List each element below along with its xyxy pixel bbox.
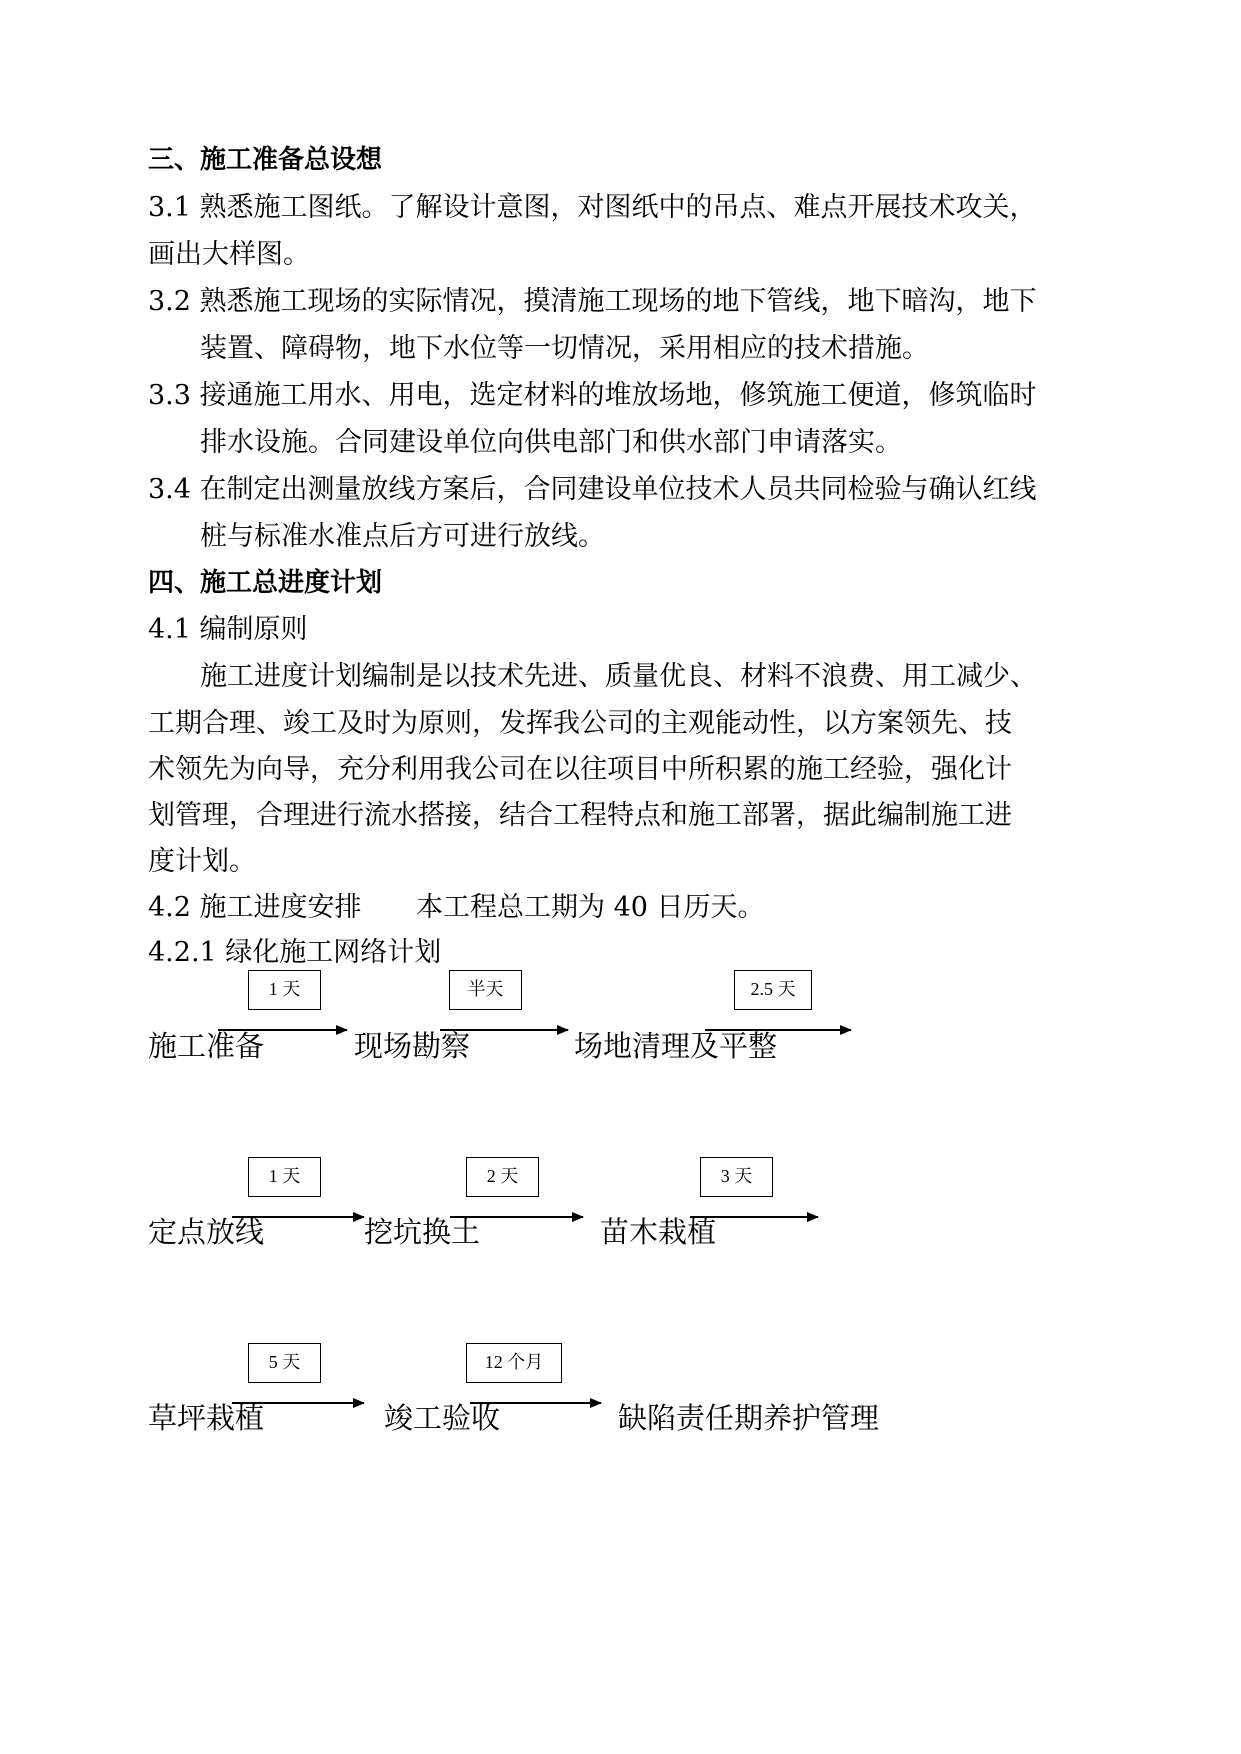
paragraph-4-1-line-2: 工期合理、竣工及时为原则，发挥我公司的主观能动性，以方案领先、技 bbox=[148, 708, 1012, 739]
paragraph-4-1-line-4: 划管理，合理进行流水搭接，结合工程特点和施工部署，据此编制施工进 bbox=[148, 800, 1012, 831]
paragraph-4-1-line-1: 施工进度计划编制是以技术先进、质量优良、材料不浪费、用工减少、 bbox=[200, 661, 1037, 692]
flow-node-turf: 草坪栽植 bbox=[148, 1401, 265, 1435]
paragraph-3-4-line-2: 桩与标准水准点后方可进行放线。 bbox=[200, 521, 605, 552]
flow-node-planting: 苗木栽植 bbox=[600, 1215, 717, 1249]
paragraph-3-3-line-2: 排水设施。合同建设单位向供电部门和供水部门申请落实。 bbox=[200, 427, 902, 458]
section-4-title: 四、施工总进度计划 bbox=[148, 568, 383, 598]
duration-box-row1-2: 半天 bbox=[449, 970, 522, 1010]
flow-node-acceptance: 竣工验收 bbox=[384, 1401, 501, 1435]
flow-node-prep: 施工准备 bbox=[148, 1029, 265, 1063]
duration-box-row1-3: 2.5 天 bbox=[734, 970, 812, 1010]
flow-node-staking: 定点放线 bbox=[148, 1215, 265, 1249]
paragraph-3-2-line-2: 装置、障碍物，地下水位等一切情况，采用相应的技术措施。 bbox=[200, 333, 929, 364]
section-3-title: 三、施工准备总设想 bbox=[148, 145, 383, 175]
paragraph-3-1-line-1: 3.1 熟悉施工图纸。了解设计意图，对图纸中的吊点、难点开展技术攻关， bbox=[148, 192, 1037, 223]
paragraph-3-2-line-1: 3.2 熟悉施工现场的实际情况，摸清施工现场的地下管线，地下暗沟，地下 bbox=[148, 286, 1037, 317]
duration-box-row3-1: 5 天 bbox=[248, 1343, 321, 1383]
flow-node-clearing: 场地清理及平整 bbox=[574, 1029, 778, 1063]
flow-node-maintenance: 缺陷责任期养护管理 bbox=[618, 1401, 880, 1435]
duration-box-row1-1: 1 天 bbox=[248, 970, 321, 1010]
subsection-4-2-1-title: 4.2.1 绿化施工网络计划 bbox=[148, 937, 442, 968]
duration-box-row2-2: 2 天 bbox=[466, 1157, 539, 1197]
duration-box-row2-1: 1 天 bbox=[248, 1157, 321, 1197]
paragraph-3-4-line-1: 3.4 在制定出测量放线方案后，合同建设单位技术人员共同检验与确认红线 bbox=[148, 474, 1037, 505]
subsection-4-2-title: 4.2 施工进度安排 bbox=[148, 892, 362, 923]
subsection-4-1-title: 4.1 编制原则 bbox=[148, 614, 308, 645]
paragraph-4-1-line-5: 度计划。 bbox=[148, 846, 256, 877]
paragraph-4-1-line-3: 术领先为向导，充分利用我公司在以往项目中所积累的施工经验，强化计 bbox=[148, 754, 1012, 785]
paragraph-3-3-line-1: 3.3 接通施工用水、用电，选定材料的堆放场地，修筑施工便道，修筑临时 bbox=[148, 380, 1037, 411]
duration-box-row2-3: 3 天 bbox=[700, 1157, 773, 1197]
flow-node-digging: 挖坑换土 bbox=[364, 1215, 481, 1249]
paragraph-3-1-line-2: 画出大样图。 bbox=[148, 239, 310, 270]
flow-node-survey: 现场勘察 bbox=[354, 1029, 471, 1063]
total-duration-note: 本工程总工期为 40 日历天。 bbox=[416, 892, 765, 923]
duration-box-row3-2: 12 个月 bbox=[466, 1343, 562, 1383]
